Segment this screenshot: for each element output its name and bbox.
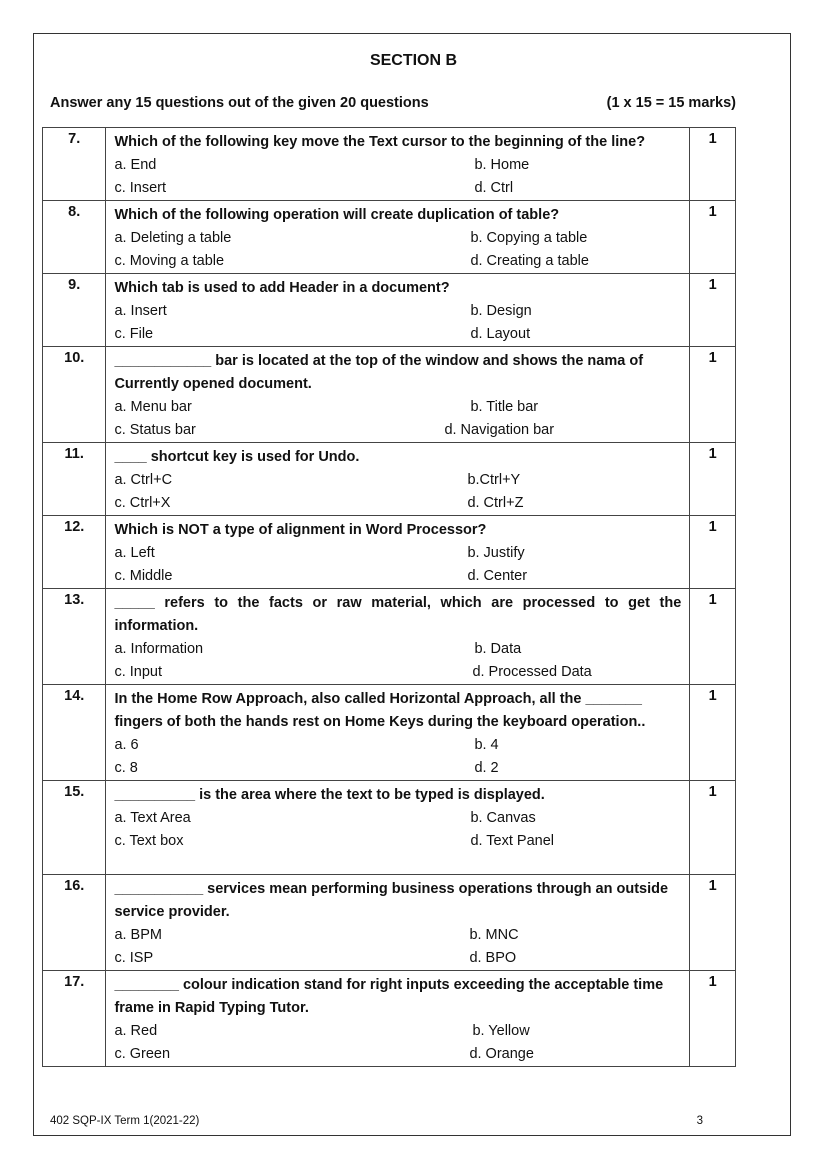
options-row (114, 250, 681, 273)
option-a: a. Information (114, 641, 204, 657)
question-number: 8. (43, 201, 106, 274)
options-row (114, 469, 681, 492)
question-stem: ____ shortcut key is used for Undo. (114, 449, 360, 465)
question-marks: 1 (690, 971, 736, 1067)
options-row (114, 830, 681, 853)
options-row (114, 924, 681, 947)
question-body (106, 971, 690, 1067)
option-b: b. Home (474, 157, 530, 173)
question-body (106, 516, 690, 589)
question-body (106, 781, 690, 875)
question-row-12 (43, 516, 736, 589)
question-body (106, 875, 690, 971)
options-row (114, 1020, 681, 1043)
option-b: b. Design (470, 303, 532, 319)
question-stem: Which tab is used to add Header in a document? (114, 280, 450, 296)
options-row (114, 323, 681, 346)
question-marks: 1 (690, 875, 736, 971)
question-row-7 (43, 128, 736, 201)
option-b: b. Justify (467, 545, 525, 561)
question-row-11 (43, 443, 736, 516)
option-c: c. ISP (114, 950, 154, 966)
question-stem: __________ is the area where the text to be typed is displayed. (114, 787, 545, 803)
question-body (106, 589, 690, 685)
question-body (106, 443, 690, 516)
question-marks: 1 (690, 347, 736, 443)
question-number: 9. (43, 274, 106, 347)
question-number: 16. (43, 875, 106, 971)
option-c: c. Text box (114, 833, 184, 849)
question-number: 15. (43, 781, 106, 875)
options-row (114, 734, 681, 757)
question-marks: 1 (690, 201, 736, 274)
options-row (114, 154, 681, 177)
question-marks: 1 (690, 443, 736, 516)
question-marks: 1 (690, 685, 736, 781)
question-number: 7. (43, 128, 106, 201)
question-row-16 (43, 875, 736, 971)
instructions-row (50, 95, 736, 111)
question-row-10 (43, 347, 736, 443)
option-b: b. MNC (469, 927, 519, 943)
options-row (114, 638, 681, 661)
option-b: b. Yellow (472, 1023, 530, 1039)
question-stem: ________ colour indication stand for right inputs exceeding the acceptable time (114, 977, 664, 993)
option-d: d. BPO (469, 950, 517, 966)
question-row-8 (43, 201, 736, 274)
options-row (114, 807, 681, 830)
option-b: b.Ctrl+Y (467, 472, 521, 488)
option-d: d. Layout (470, 326, 531, 342)
option-d: d. 2 (474, 760, 499, 776)
option-d: d. Navigation bar (444, 422, 555, 438)
question-body (106, 347, 690, 443)
question-stem-continued: information. (114, 618, 199, 634)
question-stem-continued: fingers of both the hands rest on Home Keys during the keyboard operation.. (114, 714, 646, 730)
option-c: c. Input (114, 664, 162, 680)
page-number: 3 (696, 1115, 703, 1127)
options-row (114, 300, 681, 323)
option-a: a. BPM (114, 927, 162, 943)
options-row (114, 757, 681, 780)
option-b: b. Data (474, 641, 522, 657)
option-d: d. Ctrl+Z (467, 495, 524, 511)
option-a: a. Text Area (114, 810, 191, 826)
section-title: SECTION B (369, 52, 458, 69)
option-b: b. 4 (474, 737, 499, 753)
question-row-15 (43, 781, 736, 875)
option-b: b. Copying a table (470, 230, 588, 246)
question-marks: 1 (690, 128, 736, 201)
marks-scheme: (1 x 15 = 15 marks) (606, 95, 736, 111)
options-row (114, 542, 681, 565)
option-a: a. Menu bar (114, 399, 192, 415)
option-a: a. Ctrl+C (114, 472, 173, 488)
option-a: a. Insert (114, 303, 167, 319)
option-d: d. Creating a table (470, 253, 589, 269)
option-d: d. Orange (469, 1046, 534, 1062)
option-b: b. Title bar (470, 399, 539, 415)
option-a: a. Left (114, 545, 155, 561)
options-row (114, 947, 681, 970)
question-stem-continued: Currently opened document. (114, 376, 312, 392)
question-row-14 (43, 685, 736, 781)
question-stem: Which of the following key move the Text cursor to the beginning of the line? (114, 134, 646, 150)
question-number: 10. (43, 347, 106, 443)
option-d: d. Ctrl (474, 180, 514, 196)
question-number: 11. (43, 443, 106, 516)
options-row (114, 565, 681, 588)
question-number: 13. (43, 589, 106, 685)
option-c: c. Green (114, 1046, 171, 1062)
options-row (114, 177, 681, 200)
option-c: c. Moving a table (114, 253, 225, 269)
option-c: c. Middle (114, 568, 173, 584)
options-row (114, 1043, 681, 1066)
question-marks: 1 (690, 589, 736, 685)
option-a: a. End (114, 157, 157, 173)
page-footer (50, 1115, 703, 1127)
question-body (106, 685, 690, 781)
option-a: a. Deleting a table (114, 230, 232, 246)
question-marks: 1 (690, 274, 736, 347)
option-a: a. Red (114, 1023, 158, 1039)
question-row-13 (43, 589, 736, 685)
instructions-text: Answer any 15 questions out of the given 20 questions (50, 95, 429, 111)
question-body (106, 128, 690, 201)
option-c: c. Status bar (114, 422, 196, 438)
question-stem-continued: service provider. (114, 904, 230, 920)
option-d: d. Center (467, 568, 528, 584)
question-marks: 1 (690, 516, 736, 589)
question-stem: Which is NOT a type of alignment in Word Processor? (114, 522, 487, 538)
options-row (114, 419, 681, 442)
option-b: b. Canvas (470, 810, 536, 826)
questions-table (42, 127, 736, 1067)
option-c: c. File (114, 326, 154, 342)
question-row-17 (43, 971, 736, 1067)
question-stem: _____ refers to the facts or raw material, which are processed to get the (114, 595, 682, 611)
option-d: d. Processed Data (472, 664, 592, 680)
options-row (114, 227, 681, 250)
question-body (106, 201, 690, 274)
footer-paper-code: 402 SQP-IX Term 1(2021-22) (50, 1115, 200, 1127)
question-row-9 (43, 274, 736, 347)
question-marks: 1 (690, 781, 736, 875)
option-c: c. Insert (114, 180, 167, 196)
options-row (114, 492, 681, 515)
question-stem: ___________ services mean performing business operations through an outside (114, 881, 669, 897)
option-c: c. Ctrl+X (114, 495, 171, 511)
option-c: c. 8 (114, 760, 138, 776)
question-number: 17. (43, 971, 106, 1067)
question-number: 12. (43, 516, 106, 589)
question-body (106, 274, 690, 347)
question-stem: In the Home Row Approach, also called Horizontal Approach, all the _______ (114, 691, 642, 707)
question-stem-continued: frame in Rapid Typing Tutor. (114, 1000, 309, 1016)
options-row (114, 396, 681, 419)
question-number: 14. (43, 685, 106, 781)
question-stem: ____________ bar is located at the top of the window and shows the nama of (114, 353, 644, 369)
question-stem: Which of the following operation will create duplication of table? (114, 207, 560, 223)
option-a: a. 6 (114, 737, 139, 753)
option-d: d. Text Panel (470, 833, 555, 849)
options-row (114, 661, 681, 684)
